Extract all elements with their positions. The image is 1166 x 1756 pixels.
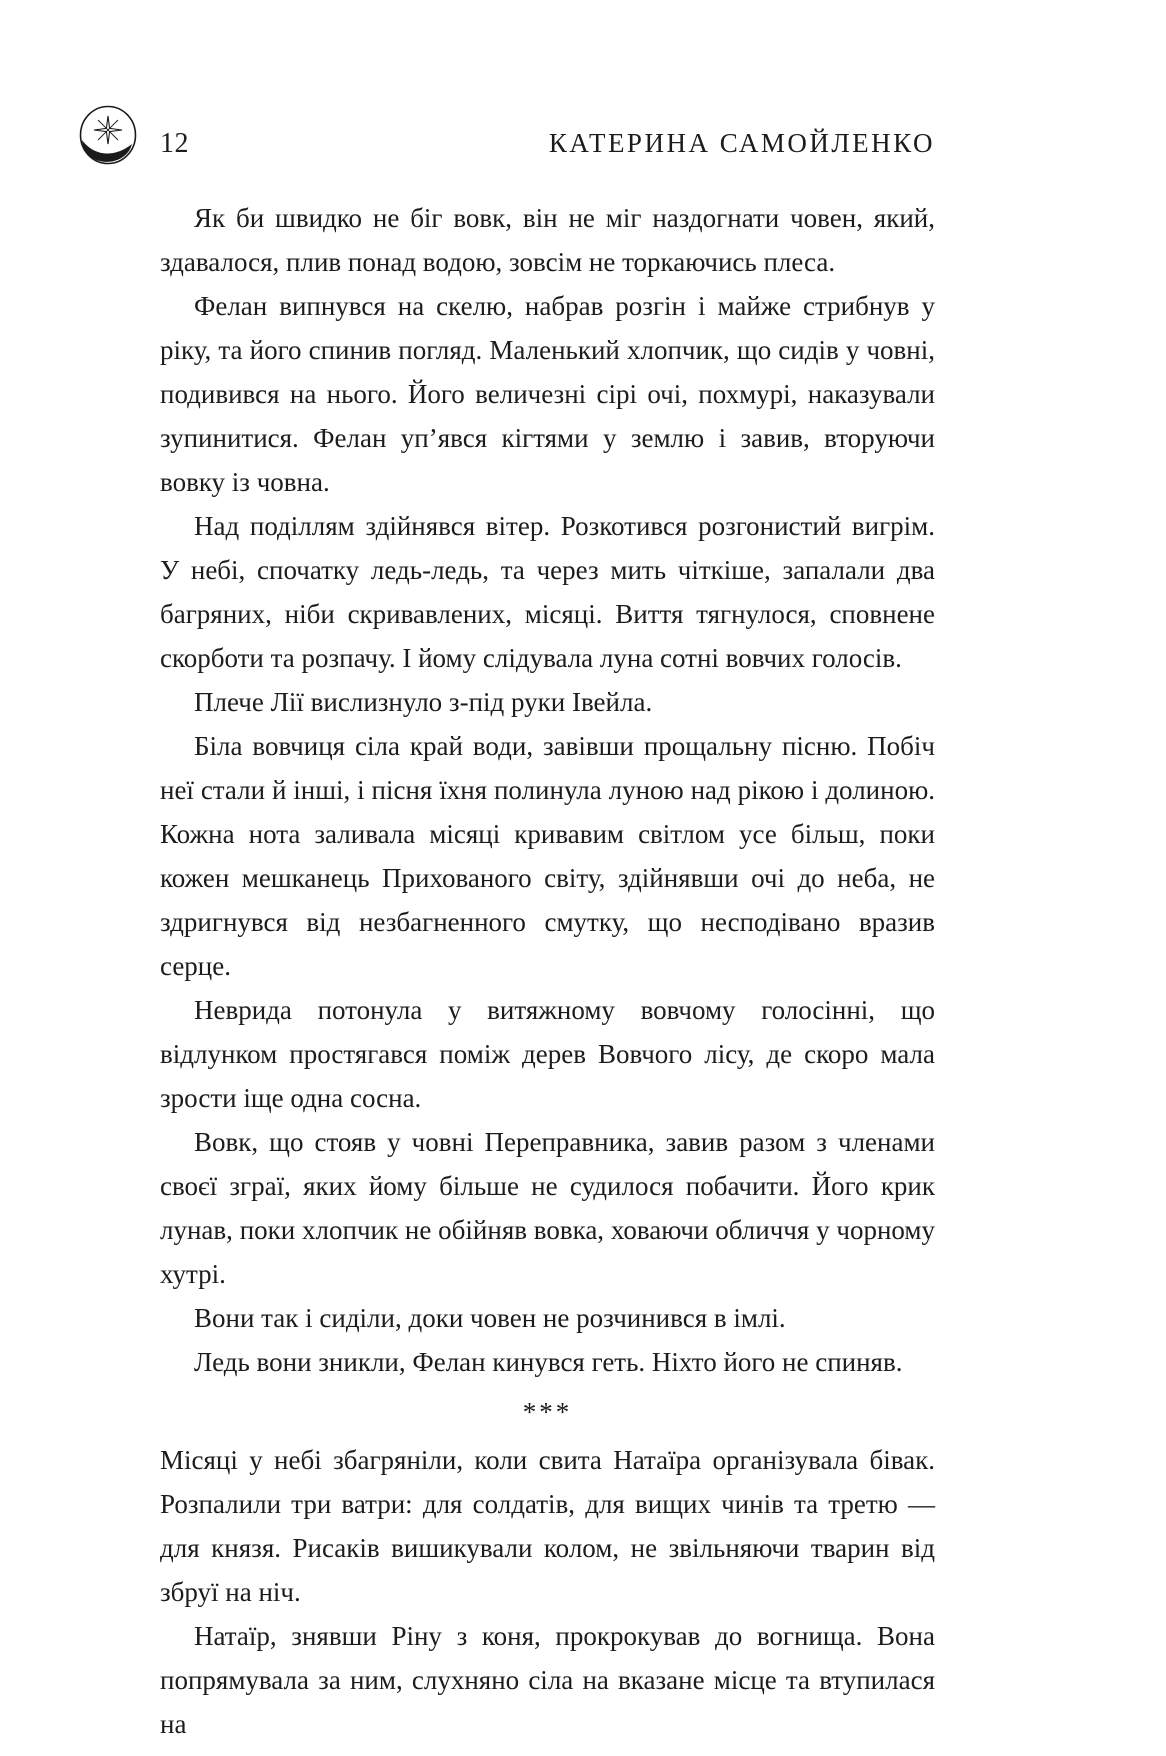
paragraph: Як би швидко не біг вовк, він не міг наздогнати човен, який, здавалося, плив понад водою, зовсім не торкаючись плеса. xyxy=(160,203,935,277)
paragraph: Біла вовчиця сіла край води, завівши прощальну пісню. Побіч неї стали й інші, і пісня їхня полинула луною над рікою і долиною. Кожна нота заливала місяці кривавим світлом усе більш, поки кожен мешканець Прихованого світу, здійнявши очі до неба, не здригнувся від незбагненного смутку, що несподівано вразив серце. xyxy=(160,731,935,981)
paragraph: Неврида потонула у витяжному вовчому голосінні, що відлунком простягався поміж дерев Вовчого лісу, де скоро мала зрости іще одна сосна. xyxy=(160,995,935,1113)
page-number: 12 xyxy=(160,128,189,159)
paragraph: Вовк, що стояв у човні Переправника, завив разом з членами своєї зграї, яких йому більше не судилося побачити. Його крик лунав, поки хлопчик не обійняв вовка, ховаючи обличчя у чорному хутрі. xyxy=(160,1127,935,1289)
section-separator: *** xyxy=(522,1397,573,1427)
paragraph: Натаїр, знявши Ріну з коня, прокрокував до вогнища. Вона попрямувала за ним, слухняно сіла на вказане місце та втупилася на xyxy=(160,1621,935,1739)
running-header xyxy=(160,128,935,160)
paragraph: Над поділлям здійнявся вітер. Розкотився розгонистий вигрім. У небі, спочатку ледь-ледь, та через мить чіткіше, запалали два багряних, ніби скривавлених, місяці. Виття тягнулося, сповнене скорботи та розпачу. І йому слідувала луна сотні вовчих голосів. xyxy=(160,511,935,673)
paragraph: Місяці у небі збагряніли, коли свита Натаїра організувала бівак. Розпалили три ватри: для солдатів, для вищих чинів та третю — для князя. Рисаків вишикували колом, не звільняючи тварин від збруї на ніч. xyxy=(160,1445,935,1607)
paragraph: Вони так і сиділи, доки човен не розчинився в імлі. xyxy=(194,1303,786,1333)
paragraph: Фелан випнувся на скелю, набрав розгін і майже стрибнув у ріку, та його спинив погляд. Маленький хлопчик, що сидів у човні, подивився на нього. Його величезні сірі очі, похмурі, наказували зупинитися. Фелан уп’явся кігтями у землю і завив, вторуючи вовку із човна. xyxy=(160,291,935,497)
crescent-moon-logo-icon xyxy=(78,104,138,166)
paragraph: Плече Лії вислизнуло з-під руки Івейла. xyxy=(194,687,653,717)
page-text-block xyxy=(160,196,935,1746)
author-running-head: КАТЕРИНА САМОЙЛЕНКО xyxy=(548,128,935,158)
paragraph: Ледь вони зникли, Фелан кинувся геть. Ніхто його не спиняв. xyxy=(194,1347,903,1377)
